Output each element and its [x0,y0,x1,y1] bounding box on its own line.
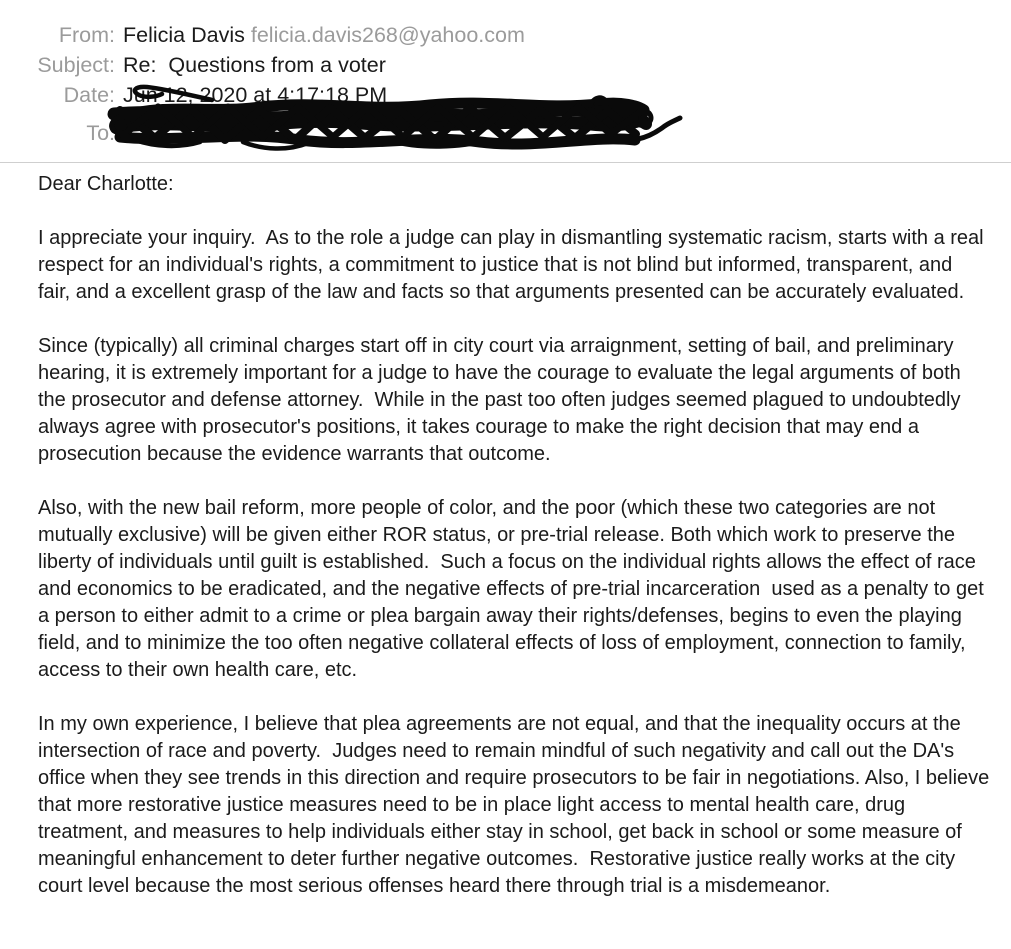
subject-label: Subject: [37,53,115,77]
header-field-subject [0,50,1011,80]
paragraph-4: In my own experience, I believe that plea agreements are not equal, and that the inequality occurs at the intersection of race and poverty. Judges need to remain mindful of such negativity and call out the DA's office when they see trends in this direction and require prosecutors to be fair in negotiations. Also, I believe that more restorative justice measures need to be in place light access to mental health care, drug treatment, and measures to help individuals either stay in school, get back in school or some measure of meaningful enhancement to deter further negative outcomes. Restorative justice really works at the city court level because the most serious offenses heard there through trial is a misdemeanor. [38,713,995,897]
header-field-date [0,80,1011,110]
paragraph-2: Since (typically) all criminal charges start off in city court via arraignment, setting of bail, and preliminary hearing, it is extremely important for a judge to have the courage to evaluate the legal arguments of both the prosecutor and defense attorney. While in the past too often judges seemed plagued to undoubtedly always agree with prosecutor's positions, it takes courage to make the right decision that may end a prosecution because the evidence warrants that outcome. [38,335,967,465]
sender-name: Felicia Davis [123,23,245,47]
date-label: Date: [63,83,115,107]
sender-email-address[interactable]: felicia.davis268@yahoo.com [250,23,525,47]
email-body [0,163,1011,900]
header-field-from [0,20,1011,50]
from-label: From: [58,23,115,47]
paragraph-3: Also, with the new bail reform, more people of color, and the poor (which these two categories are not mutually exclusive) will be given either ROR status, or pre-trial release. Both which work to preserve the liberty of individuals until guilt is established. Such a focus on the individual rights allows the effect of race and economics to be eradicated, and the negative effects of pre-trial incarceration used as a penalty to get a person to either admit to a crime or plea bargain away their rights/defenses, begins to even the playing field, and to minimize the too often negative collateral effects of loss of employment, connection to family, access to their own health care, etc. [38,497,990,681]
to-label: To: [86,121,115,145]
email-header [0,0,1011,163]
to-value-redacted [123,110,663,140]
header-field-to [0,110,1011,148]
from-value [123,20,525,50]
subject-value: Re: Questions from a voter [123,53,386,77]
date-value: Jun 12, 2020 at 4:17:18 PM [123,83,388,107]
salutation: Dear Charlotte: [38,173,174,195]
paragraph-1: I appreciate your inquiry. As to the role a judge can play in dismantling systematic racism, starts with a real respect for an individual's rights, a commitment to justice that is not blind but informed, transparent, and fair, and a excellent grasp of the law and facts so that arguments presented can be accurately evaluated. [38,227,990,303]
